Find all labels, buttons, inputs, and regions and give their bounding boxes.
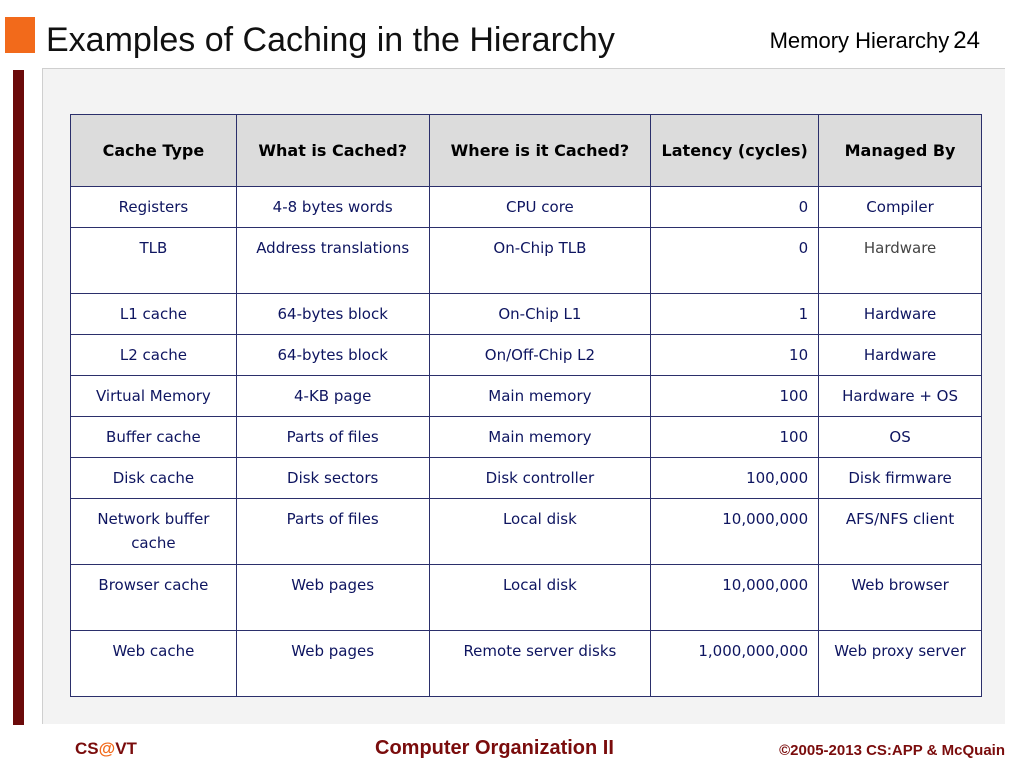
cell-managed-by: Hardware (819, 335, 982, 376)
cell-managed-by: Hardware (819, 294, 982, 335)
cell-where-cached: On-Chip TLB (429, 228, 651, 294)
cell-where-cached: Local disk (429, 499, 651, 565)
header-cache-type: Cache Type (71, 115, 237, 187)
table-row (71, 376, 982, 417)
cell-where-cached: CPU core (429, 187, 651, 228)
cell-managed-by: Web browser (819, 565, 982, 631)
table-row (71, 458, 982, 499)
cell-cache-type: Web cache (71, 631, 237, 697)
cell-managed-by: Web proxy server (819, 631, 982, 697)
cell-latency: 0 (651, 187, 819, 228)
cell-what-cached: 4-8 bytes words (236, 187, 429, 228)
cell-latency: 10 (651, 335, 819, 376)
header-where-cached: Where is it Cached? (429, 115, 651, 187)
page-number: 24 (953, 27, 980, 54)
table-row (71, 417, 982, 458)
cell-cache-type: Virtual Memory (71, 376, 237, 417)
cell-where-cached: Remote server disks (429, 631, 651, 697)
cell-managed-by: Hardware + OS (819, 376, 982, 417)
cell-managed-by: Compiler (819, 187, 982, 228)
cell-latency: 100,000 (651, 458, 819, 499)
cell-cache-type: Disk cache (71, 458, 237, 499)
footer-cs-vt (75, 739, 137, 759)
cell-latency: 100 (651, 417, 819, 458)
cell-what-cached: Parts of files (236, 499, 429, 565)
cell-where-cached: Main memory (429, 376, 651, 417)
cell-cache-type: L1 cache (71, 294, 237, 335)
cell-managed-by: AFS/NFS client (819, 499, 982, 565)
table-row (71, 294, 982, 335)
footer-copyright: ©2005-2013 CS:APP & McQuain (779, 742, 1005, 759)
section-name: Memory Hierarchy (769, 28, 950, 53)
cell-cache-type: Browser cache (71, 565, 237, 631)
header-managed-by: Managed By (819, 115, 982, 187)
cell-what-cached: 4-KB page (236, 376, 429, 417)
cell-what-cached: Parts of files (236, 417, 429, 458)
cell-cache-type: TLB (71, 228, 237, 294)
cell-where-cached: On/Off-Chip L2 (429, 335, 651, 376)
table-row (71, 499, 982, 565)
cell-cache-type: L2 cache (71, 335, 237, 376)
header-latency: Latency (cycles) (651, 115, 819, 187)
footer-course-title: Computer Organization II (375, 737, 614, 759)
table-row (71, 631, 982, 697)
left-accent-bar (13, 70, 24, 725)
footer-left-at: @ (98, 739, 116, 758)
cell-where-cached: Disk controller (429, 458, 651, 499)
cell-managed-by: Disk firmware (819, 458, 982, 499)
cell-what-cached: Address translations (236, 228, 429, 294)
cell-latency: 1 (651, 294, 819, 335)
slide-title: Examples of Caching in the Hierarchy (46, 21, 615, 59)
cell-latency: 100 (651, 376, 819, 417)
cell-cache-type: Network buffer cache (71, 499, 237, 565)
cell-managed-by: OS (819, 417, 982, 458)
footer-left-prefix: CS (75, 739, 99, 758)
table-row (71, 228, 982, 294)
cell-where-cached: On-Chip L1 (429, 294, 651, 335)
cell-latency: 1,000,000,000 (651, 631, 819, 697)
cell-cache-type: Buffer cache (71, 417, 237, 458)
caching-table (70, 114, 982, 697)
cell-what-cached: 64-bytes block (236, 294, 429, 335)
header-what-cached: What is Cached? (236, 115, 429, 187)
slide-header-right (770, 27, 980, 55)
table-header-row (71, 115, 982, 187)
cell-what-cached: Disk sectors (236, 458, 429, 499)
cell-latency: 10,000,000 (651, 565, 819, 631)
footer-left-suffix: VT (115, 739, 137, 758)
cell-cache-type: Registers (71, 187, 237, 228)
cell-latency: 0 (651, 228, 819, 294)
cell-managed-by: Hardware (819, 228, 982, 294)
cell-where-cached: Local disk (429, 565, 651, 631)
table-row (71, 565, 982, 631)
cell-what-cached: 64-bytes block (236, 335, 429, 376)
table-row (71, 187, 982, 228)
cell-where-cached: Main memory (429, 417, 651, 458)
orange-accent-square (5, 17, 35, 53)
cell-latency: 10,000,000 (651, 499, 819, 565)
cell-what-cached: Web pages (236, 631, 429, 697)
table-row (71, 335, 982, 376)
cell-what-cached: Web pages (236, 565, 429, 631)
